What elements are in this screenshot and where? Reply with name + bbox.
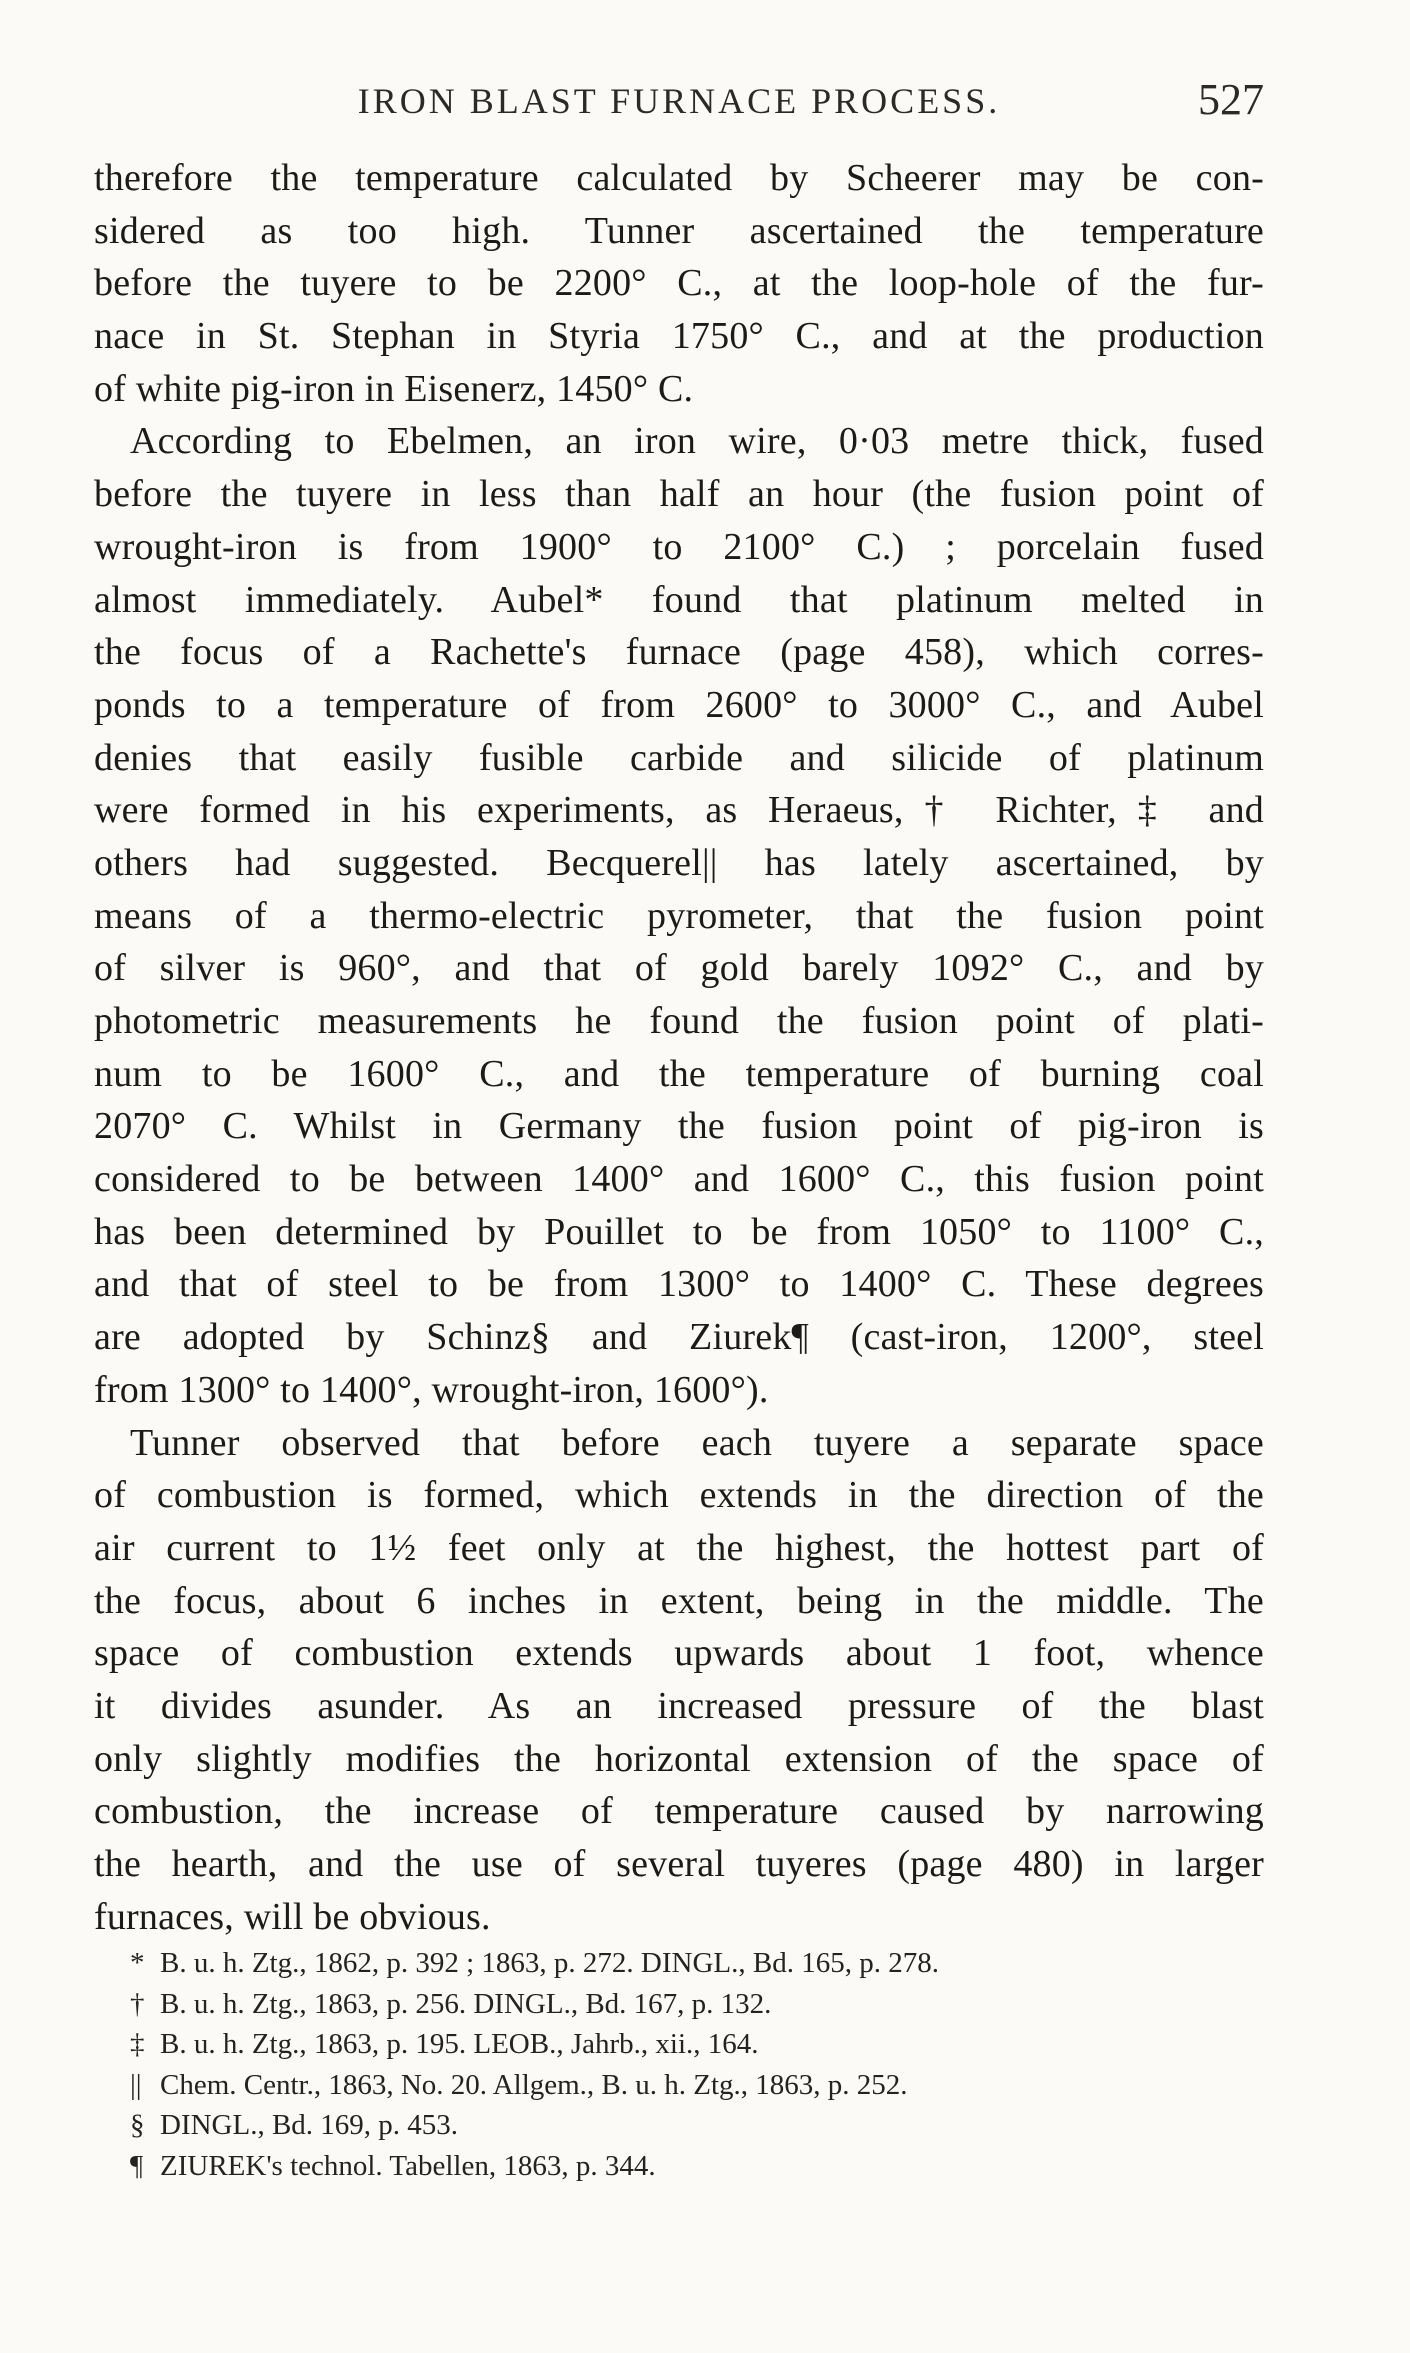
footnote-text: Chem. Centr., 1863, No. 20. Allgem., B. u. h. Ztg., 1863, p. 252. <box>160 2068 908 2101</box>
footnote-text: ZIUREK's technol. Tabellen, 1863, p. 344. <box>160 2149 656 2182</box>
text-line: of combustion is formed, which extends in the direction of the <box>94 1474 1264 1517</box>
text-line: considered to be between 1400° and 1600° C., this fusion point <box>94 1158 1264 1201</box>
footnote <box>94 2105 1264 2146</box>
footnote-mark: * <box>130 1947 145 1979</box>
footnotes <box>94 1943 1264 2187</box>
body-text <box>94 152 1264 1943</box>
text-line: air current to 1½ feet only at the highest, the hottest part of <box>94 1526 1264 1569</box>
text-line: Tunner observed that before each tuyere a separate space <box>130 1421 1264 1464</box>
footnote <box>94 2024 1264 2065</box>
text-line: ponds to a temperature of from 2600° to 3000° C., and Aubel <box>94 683 1264 726</box>
text-line: nace in St. Stephan in Styria 1750° C., and at the production <box>94 315 1264 358</box>
text-line: are adopted by Schinz§ and Ziurek¶ (cast-iron, 1200°, steel <box>94 1316 1264 1359</box>
text-line: has been determined by Pouillet to be from 1050° to 1100° C., <box>94 1210 1264 1253</box>
footnote-text: B. u. h. Ztg., 1863, p. 256. DINGL., Bd. 167, p. 132. <box>160 1987 772 2020</box>
text-line: were formed in his experiments, as Heraeus,† Richter,‡ and <box>94 789 1264 832</box>
text-line: 2070° C. Whilst in Germany the fusion point of pig-iron is <box>94 1105 1264 1148</box>
text-line: it divides asunder. As an increased pressure of the blast <box>94 1684 1264 1727</box>
footnote <box>94 2146 1264 2187</box>
text-line: therefore the temperature calculated by Scheerer may be con- <box>94 157 1264 199</box>
footnote-mark: || <box>130 2068 142 2101</box>
text-line: others had suggested. Becquerel|| has lately ascertained, by <box>94 841 1264 884</box>
footnote-text: DINGL., Bd. 169, p. 453. <box>160 2109 459 2142</box>
text-line: sidered as too high. Tunner ascertained the temperature <box>94 209 1264 252</box>
footnote-mark: ‡ <box>130 2028 145 2061</box>
footnote-text: B. u. h. Ztg., 1862, p. 392 ; 1863, p. 272. DINGL., Bd. 165, p. 278. <box>160 1947 939 1979</box>
text-line: before the tuyere to be 2200° C., at the loop-hole of the fur- <box>94 262 1264 305</box>
text-line: of silver is 960°, and that of gold barely 1092° C., and by <box>94 947 1264 990</box>
text-line: and that of steel to be from 1300° to 1400° C. These degrees <box>94 1263 1264 1306</box>
footnote <box>94 1984 1264 2025</box>
footnote-mark: § <box>130 2109 145 2142</box>
text-line: furnaces, will be obvious. <box>94 1895 491 1938</box>
text-line: num to be 1600° C., and the temperature of burning coal <box>94 1052 1264 1095</box>
text-line: space of combustion extends upwards about 1 foot, whence <box>94 1632 1264 1675</box>
text-line: the hearth, and the use of several tuyeres (page 480) in larger <box>94 1843 1264 1885</box>
text-line: only slightly modifies the horizontal extension of the space of <box>94 1737 1264 1780</box>
footnote-text: B. u. h. Ztg., 1863, p. 195. LEOB., Jahrb., xii., 164. <box>160 2028 759 2061</box>
text-line: almost immediately. Aubel* found that platinum melted in <box>94 578 1264 621</box>
text-line: from 1300° to 1400°, wrought-iron, 1600°). <box>94 1368 769 1411</box>
footnote-mark: ¶ <box>130 2149 144 2182</box>
footnote <box>94 2065 1264 2106</box>
text-line: means of a thermo-electric pyrometer, that the fusion point <box>94 894 1264 937</box>
running-title: IRON BLAST FURNACE PROCESS. <box>357 81 1001 121</box>
text-line: According to Ebelmen, an iron wire, 0·03 metre thick, fused <box>130 420 1264 463</box>
text-line: the focus, about 6 inches in extent, being in the middle. The <box>94 1579 1264 1622</box>
running-head <box>94 70 1264 130</box>
text-line: photometric measurements he found the fusion point of plati- <box>94 1000 1264 1042</box>
text-line: combustion, the increase of temperature caused by narrowing <box>94 1790 1264 1833</box>
text-line: before the tuyere in less than half an hour (the fusion point of <box>94 473 1264 516</box>
footnote-mark: † <box>130 1987 145 2020</box>
text-line: of white pig-iron in Eisenerz, 1450° C. <box>94 367 694 410</box>
text-line: the focus of a Rachette's furnace (page 458), which corres- <box>94 631 1264 674</box>
page-number: 527 <box>1198 75 1264 124</box>
text-line: denies that easily fusible carbide and silicide of platinum <box>94 736 1264 779</box>
text-line: wrought-iron is from 1900° to 2100° C.) ; porcelain fused <box>94 525 1264 568</box>
footnote <box>94 1943 1264 1984</box>
